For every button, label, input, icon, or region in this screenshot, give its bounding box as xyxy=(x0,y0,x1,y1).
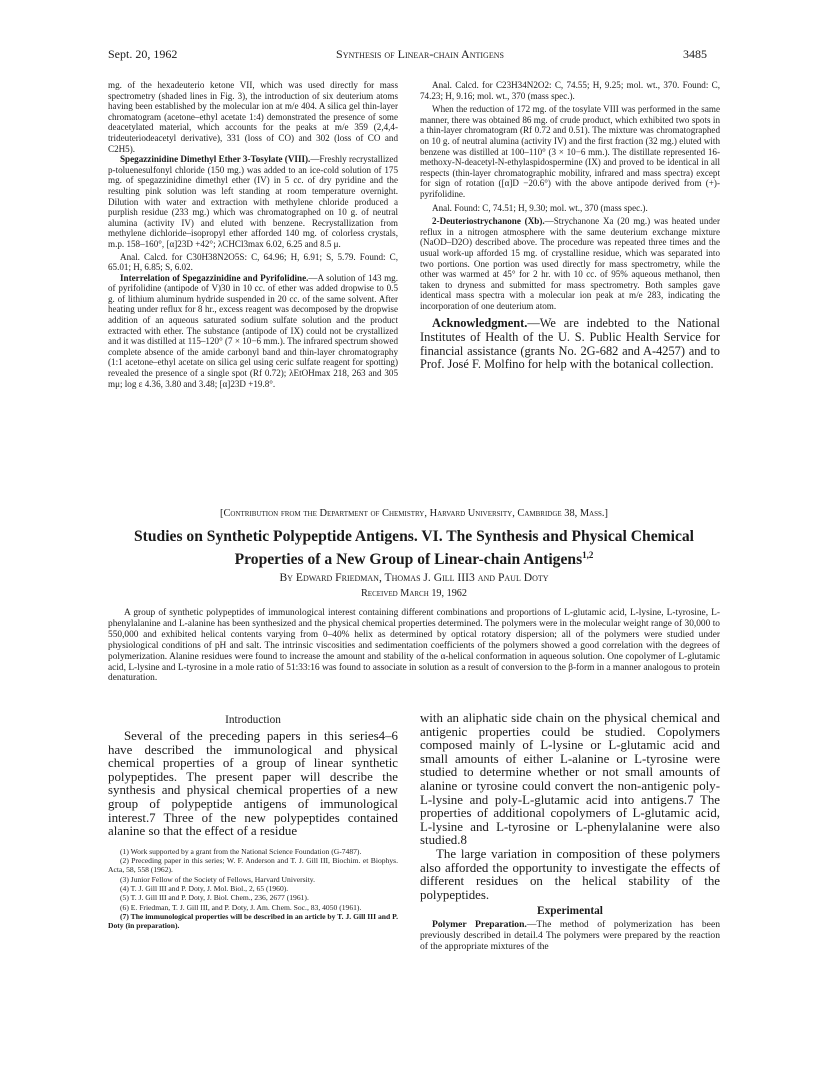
acknowledgment-title: Acknowledgment. xyxy=(432,316,528,331)
title-footnote-mark: 1,2 xyxy=(582,550,594,560)
acknowledgment-text: —We are indebted to the National Institutes of Health of the U. S. Public Health Service for financial assistance (grants No. 2G-682 and A-4257) and to Prof. José F. Molfino for help with the botanical collection. xyxy=(420,316,720,372)
run-in-title: 2-Deuteriostrychanone (Xb). xyxy=(432,216,545,227)
footnote: (3) Junior Fellow of the Society of Fellows, Harvard University. xyxy=(120,874,316,884)
paragraph: Anal. Calcd. for C30H38N2O5S: C, 64.96; H, 6.91; S, 5.79. Found: C, 65.01; H, 6.85; S, 6.02. xyxy=(108,251,398,273)
paragraph: —Strychanone Xa (20 mg.) was heated under reflux in a nitrogen atmosphere with the same deuterium exchange mixture (NaOD–D2O) described above. The procedure was repeated three times and the usual work-up afforded 15 mg. of crystalline residue, which was separated into two portions. One portion was used directly for mass spectrometry, while the other was warmed at 45° for 2 hr. with 10 cc. of 95% aqueous methanol, then taken to dryness and submitted for mass spectrometry. Both samples gave identical mass spectra with a molecular ion peak at m/e 283, indicating the incorporation of one deuterium atom. xyxy=(420,216,720,311)
bottom-right-column xyxy=(420,712,720,952)
paragraph: —Freshly recrystallized p-toluenesulfonyl chloride (150 mg.) was added to an ice-cold solution of 175 mg. of spegazzinidine dimethyl ether (IV) in 5 cc. of dry pyridine and the resulting pink solution was left standing at room temperature overnight. Dilution with water and extraction with methylene chloride produced a purplish residue (233 mg.) which was chromatographed on 10 g. of neutral alumina (activity IV) and eluted with benzene. Recrystallization from methylene dichloride–isopropyl ether afforded 140 mg. of colorless crystals, m.p. 158–160°, [α]23D +42°; λCHCl3max 6.02, 6.25 and 8.5 μ. xyxy=(108,154,398,249)
page-number: 3485 xyxy=(683,47,707,61)
top-right-column xyxy=(420,80,720,372)
introduction-paragraph: The large variation in composition of these polymers also afforded the opportunity to investigate the effects of different residues on the helical stability of the polypeptides. xyxy=(420,846,720,902)
bottom-left-column xyxy=(108,714,398,930)
header-date: Sept. 20, 1962 xyxy=(108,47,178,61)
footnotes xyxy=(108,847,398,931)
received-date: Received March 19, 1962 xyxy=(361,588,467,599)
footnote: (4) T. J. Gill III and P. Doty, J. Mol. Biol., 2, 65 (1960). xyxy=(120,883,289,893)
paragraph: Anal. Calcd. for C23H34N2O2: C, 74.55; H, 9.25; mol. wt., 370. Found: C, 74.23; H, 9.16; mol. wt., 370 (mass spec.). xyxy=(420,80,720,101)
introduction-heading: Introduction xyxy=(225,714,281,726)
run-in-title: Interrelation of Spegazzinidine and Pyrifolidine. xyxy=(120,272,309,283)
footnote: (2) Preceding paper in this series; W. F. Anderson and T. J. Gill III, Biochim. et Biophys. Acta, 58, 558 (1962). xyxy=(108,856,398,875)
introduction-paragraph: Several of the preceding papers in this series4–6 have described the immunological and physical chemical properties of a group of linear synthetic polypeptides. The present paper will describe the synthesis and physical chemical properties of a new group of polypeptide antigens of immunological interest.7 Three of the new polypeptides contained alanine so that the effect of a residue xyxy=(108,729,398,839)
authors: By Edward Friedman, Thomas J. Gill III3 and Paul Doty xyxy=(279,571,549,584)
article-title xyxy=(108,528,720,569)
title-line-2: Properties of a New Group of Linear-chain Antigens xyxy=(234,551,583,569)
footnote: (6) E. Friedman, T. J. Gill III, and P. Doty, J. Am. Chem. Soc., 83, 4050 (1961). xyxy=(120,902,362,912)
experimental-heading: Experimental xyxy=(537,905,603,918)
paragraph: Anal. Found: C, 74.51; H, 9.30; mol. wt., 370 (mass spec.). xyxy=(432,202,648,213)
running-title: Synthesis of Linear-chain Antigens xyxy=(336,47,504,61)
title-line-1: Studies on Synthetic Polypeptide Antigens. VI. The Synthesis and Physical Chemical xyxy=(133,528,695,545)
footnote: (5) T. J. Gill III and P. Doty, J. Biol. Chem., 236, 2677 (1961). xyxy=(120,893,309,903)
run-in-title: Spegazzinidine Dimethyl Ether 3-Tosylate (VIII). xyxy=(120,154,311,165)
paragraph: When the reduction of 172 mg. of the tosylate VIII was performed in the same manner, there was obtained 86 mg. of crude product, which exhibited two spots in a thin-layer chromatogram (Rf 0.72 and 0.51). The mixture was chromatographed on 10 g. of neutral alumina (activity IV) and the first fraction (32 mg.) eluted with benzene was distilled at 100–110° (3 × 10−6 mm.). The distillate represented 16-methoxy-N-deacetyl-N-ethylaspidospermine (IX) and proved to be identical in all respects (thin-layer chromatographic mobility, infrared and mass spectra) except for sign of rotation ([α]D −20.6°) with the above antipode derived from (+)-pyrifolidine. xyxy=(420,104,720,199)
contribution-line: [Contribution from the Department of Chemistry, Harvard University, Cambridge 38, Mass.] xyxy=(220,508,608,519)
top-left-column xyxy=(108,80,398,389)
run-in-title: Polymer Preparation. xyxy=(432,919,527,931)
paragraph: mg. of the hexadeuterio ketone VII, which was used directly for mass spectrometry (shaded lines in Fig. 3), the introduction of six deuterium atoms having been established by the molecular ion at m/e 404. A silica gel thin-layer chromatogram (acetone–ethyl acetate 1:4) demonstrated the presence of some deacetylated material, which accounts for the peaks at m/e 359 (2,4,4-trideuteriodeacetyl derivative), 331 (loss of CO) and 302 (loss of CO and C2H5). xyxy=(108,80,398,154)
introduction-continuation: with an aliphatic side chain on the physical chemical and antigenic properties could be studied. Copolymers composed mainly of L-lysine or L-glutamic acid and small amounts of either L-alanine or L-tyrosine were studied to determine whether or not small amounts of alanine or tyrosine could convert the non-antigenic poly-L-lysine and poly-L-glutamic acid into antigens.7 The properties of additional copolymers of L-glutamic acid, L-lysine and L-tyrosine or L-phenylalanine were also studied.8 xyxy=(420,711,720,848)
paragraph: —A solution of 143 mg. of pyrifolidine (antipode of V)30 in 10 cc. of ether was added dropwise to 0.5 g. of lithium aluminum hydride suspended in 20 cc. of the same solvent. After heating under reflux for 8 hr., excess reagent was decomposed by the dropwise addition of an aqueous saturated sodium sulfate solution and the product extracted with ether. The substance (antipode of IX) could not be crystallized and it was distilled at 115–120° (7 × 10−6 mm.). The infrared spectrum showed complete absence of the amide carbonyl band and thin-layer chromatography (1:1 acetone–ethyl acetate on silica gel using ceric sulfate reagent for spotting) revealed the presence of a single spot (Rf 0.72); λEtOHmax 218, 263 and 305 mμ; log ε 4.36, 3.80 and 3.48; [α]23D +19.8°. xyxy=(108,272,398,389)
footnote: (1) Work supported by a grant from the National Science Foundation (G-7487). xyxy=(120,846,362,856)
abstract: A group of synthetic polypeptides of immunological interest containing different combinations and proportions of L-glutamic acid, L-lysine, L-tyrosine, L-phenylalanine and L-alanine has been synthesized and the physical chemical properties determined. The polymers were in the molecular weight range of 30,000 to 550,000 and exhibited helical contents varying from 0–40% helix as determined by optical rotatory dispersion; all of the polymers were studied under physiological conditions of pH and salt. The intrinsic viscosities and sedimentation coefficients of the polymers showed a good correlation with the degrees of polymerization. Alanine residues were found to increase the amount and stability of the α-helical conformation in aqueous solution. One copolymer of L-glutamic acid, L-lysine and L-tyrosine in a mole ratio of 51:33:16 was found to associate in solution as a result of conversion to the β-form in a manner analogous to protein denaturation. xyxy=(108,608,720,684)
footnote: (7) The immunological properties will be described in an article by T. J. Gill III and P. Doty (in preparation). xyxy=(108,911,398,931)
experimental-paragraph: —The method of polymerization has been previously described in detail.4 The polymers were prepared by the reaction of the appropriate mixtures of the xyxy=(420,919,720,953)
